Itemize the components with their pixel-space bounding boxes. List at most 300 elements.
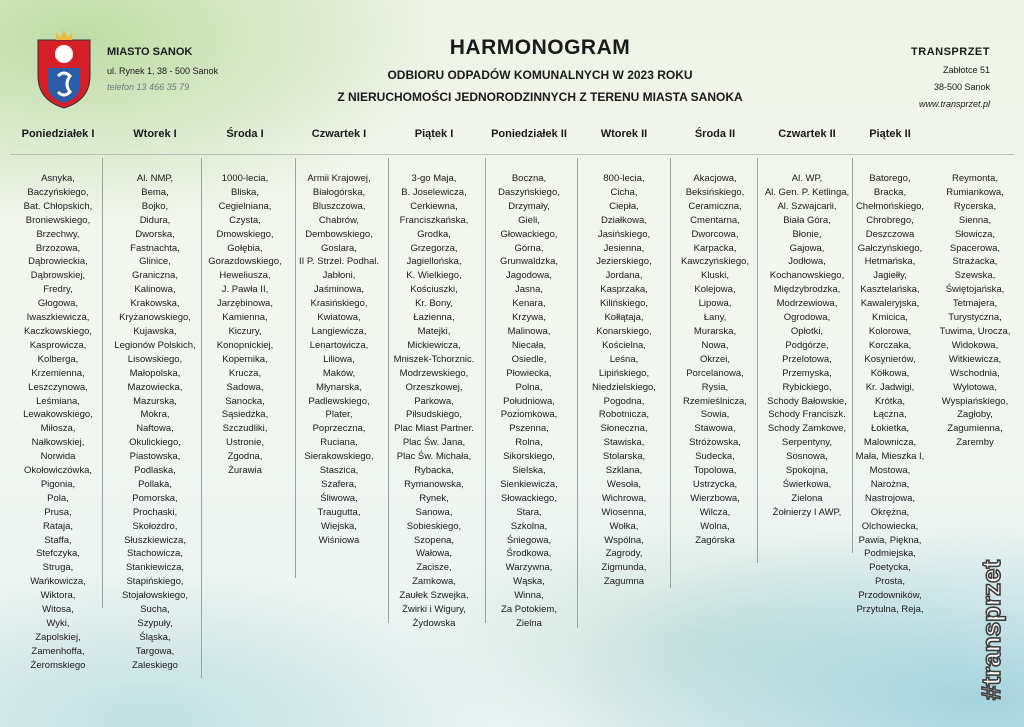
street-name: Dembowskiego, [305,228,373,240]
street-name: Mickiewicza, [407,339,461,351]
street-name: Stawiska, [603,437,645,449]
street-name: Brzechwy, [36,228,80,240]
street-name: Bema, [141,186,169,198]
street-name: Fredry, [43,284,73,296]
street-name: Pawia, Piękna, [858,534,922,546]
street-name: Narożna, [870,478,910,490]
street-name: Schody Zamkowe, [767,423,847,435]
street-name: Płowiecka, [506,367,552,379]
street-name: Zamkowa, [412,576,456,588]
street-name: Hetmańska, [864,256,916,268]
street-name: Niedzielskiego, [592,381,656,393]
document-title-block [270,36,810,104]
day-header [926,128,1024,144]
street-name: Kalinowa, [134,284,176,296]
street-name: Bluszczowa, [312,200,366,212]
street-name: Zaułek Szwejka, [399,590,469,602]
street-name: Gieli, [518,214,540,226]
street-name: Franciszkańska, [399,214,469,226]
street-name: Lenartowicza, [309,339,369,351]
street-name: Gorazdowskiego, [208,256,282,268]
street-name: Śniegowa, [506,534,552,546]
city-phone: telefon 13 466 35 79 [107,82,190,92]
street-name: Łączna, [873,409,907,421]
street-name: Rynek, [419,492,449,504]
street-list [670,172,760,547]
street-name: Kmicica, [872,312,908,324]
street-name: Plater, [325,409,353,421]
street-name: Iwaszkiewicza, [26,312,90,324]
street-name: Olchowiecka, [861,520,919,532]
street-name: Zamenhoffa, [31,645,85,657]
street-name: Świętojańska, [945,284,1005,296]
street-name: Wańkowicza, [30,576,86,588]
street-name: Staffa, [44,534,72,546]
street-name: Podlaska, [134,465,176,477]
street-name: Norwida [40,451,76,463]
street-name: Krzywa, [512,312,546,324]
street-name: Okulickiego, [129,437,181,449]
day-column [480,128,578,629]
company-street: Zabłotce 51 [942,65,990,75]
street-name: Polna, [515,381,543,393]
street-name: Lipowa, [698,298,732,310]
street-name: Lewakowskiego, [23,409,93,421]
street-name: Zagrody, [605,548,643,560]
street-name: Gajowa, [789,242,825,254]
street-name: Glinice, [139,256,171,268]
day-header: Piątek I [414,128,454,140]
street-name: Schody Bałowskie, [767,395,847,407]
street-name: Sanowa, [415,506,453,518]
street-name: Traugutta, [317,506,361,518]
column-separator [757,158,758,563]
street-name: Langiewicza, [311,325,367,337]
street-name: Głowackiego, [500,228,558,240]
day-column [200,128,290,477]
street-name: Małopolska, [129,367,181,379]
street-name: Pollaka, [138,478,172,490]
street-name: Zielona [791,492,823,504]
street-name: Beksińskiego, [685,186,745,198]
street-name: Boczna, [511,173,547,184]
street-name: Chrobrego, [866,214,914,226]
street-name: Sienkiewicza, [500,478,558,490]
street-name: Rymanowska, [404,478,464,490]
street-name: Szkolna, [510,520,548,532]
header-divider [10,154,1014,155]
street-name: Spacerowa, [949,242,1001,254]
street-name: Przytulna, Reja, [856,604,924,616]
street-name: Szopena, [413,534,455,546]
street-name: Kaczkowskiego, [23,325,93,337]
street-name: Grodka, [417,228,451,240]
street-name: Modrzewiowa, [776,298,838,310]
day-header: Środa II [694,128,736,140]
document-subtitle-1: ODBIORU ODPADÓW KOMUNALNYCH W 2023 ROKU [387,68,693,82]
street-name: Kenara, [512,298,546,310]
street-name: Krakowska, [130,298,180,310]
street-name: Sierakowskiego, [304,451,374,463]
street-name: Wolna, [700,520,730,532]
street-name: Jagiełły, [873,270,907,282]
street-name: Batorego, [869,173,911,184]
column-separator [201,158,202,678]
street-name: Rumiankowa, [946,186,1004,198]
street-name: Poetycka, Prosta, [869,562,911,588]
street-name: Tuwima, Urocza, [939,325,1011,337]
street-name: Mazowiecka, [127,381,183,393]
street-name: Słuszkiewicza, [124,534,186,546]
street-name: Witkiewicza, [948,353,1002,365]
street-name: Słoneczna, [600,423,648,435]
street-name: Sielska, [512,465,546,477]
street-name: Gałczyńskiego, [857,242,923,254]
street-name: Orzeszkowej, [405,381,463,393]
street-name: Rolna, [515,437,543,449]
street-name: Heweliusza, [219,270,271,282]
street-name: Targowa, [135,645,175,657]
street-name: Okrzei, [699,353,731,365]
street-name: Wierzbowa, [690,492,740,504]
street-name: Podmiejska, [864,548,916,560]
street-name: Didura, [139,214,171,226]
street-name: Krótka, [874,395,906,407]
street-name: Ceramiczna, [688,200,742,212]
street-name: Wołka, [609,520,639,532]
street-name: Rybacka, [414,465,454,477]
day-header: Poniedziałek I [21,128,95,140]
street-name: Mała, Mieszka I, [855,451,925,463]
street-name: Rataja, [42,520,74,532]
street-name: Słowicza, [954,228,996,240]
street-name: Kryżanowskiego, [119,312,191,324]
street-list [388,172,480,631]
street-name: Szczudliki, [222,423,268,435]
street-name: Zagumna [603,576,645,588]
street-name: Wspólna, [604,534,644,546]
street-name: Drzymały, [508,200,550,212]
street-name: Stojałowskiego, [121,590,188,602]
day-column [10,128,106,671]
day-column [926,128,1024,449]
day-column [760,128,854,518]
street-name: Piastowska, [129,451,181,463]
column-separator [102,158,103,608]
day-header: Piątek II [869,128,911,140]
street-name: Kr. Bony, [415,298,453,310]
street-name: Działkowa, [601,214,647,226]
street-name: Pola, [47,492,69,504]
street-name: Daszyńskiego, [498,186,560,198]
day-header: Poniedziałek II [491,128,567,140]
street-name: Zagumienna, [947,423,1003,435]
street-name: Sucha, [140,604,170,616]
street-name: Sosnowa, [786,451,828,463]
street-name: Kołłątaja, [604,312,644,324]
day-header: Środa I [226,128,264,140]
street-name: Al. Szwajcarii, [777,200,837,212]
company-city: 38-500 Sanok [933,82,990,92]
street-name: Sudecka, [695,451,735,463]
street-name: Słowackiego, [501,492,557,504]
street-name: Murarska, [693,325,737,337]
street-name: Wschodnia, [950,367,1000,379]
street-name: Prochaski, [132,506,178,518]
street-name: Stolarska, [602,451,646,463]
column-separator [670,158,671,588]
street-name: Malinowa, [507,325,551,337]
street-name: Świerkowa, [782,478,832,490]
street-name: Matejki, [417,325,451,337]
street-name: Padlewskiego, [308,395,370,407]
street-name: Biała Góra, [783,214,831,226]
street-name: Poziomkowa, [500,409,558,421]
street-name: Dworska, [135,228,175,240]
street-name: Baczyńskiego, [27,186,89,198]
street-name: Kawczyńskiego, [680,256,750,268]
street-name: Wesoła, [606,478,642,490]
street-name: Pigonia, [40,478,76,490]
street-name: Konopnickiej, [216,339,274,351]
street-name: Kwiatowa, [317,312,361,324]
street-name: Porcelanowa, [686,367,744,379]
street-name: Parkowa, [414,395,454,407]
street-name: Szafera, [321,478,357,490]
street-name: Rybickiego, [782,381,832,393]
street-name: Kolberga, [37,353,79,365]
street-name: Widokowa, [951,339,999,351]
street-name: Jaśminowa, [313,284,365,296]
street-name: Mokra, [140,409,170,421]
street-name: Grzegorza, [410,242,458,254]
street-name: Jabłoni, [322,270,356,282]
city-info [107,46,218,92]
street-list [108,172,202,673]
day-column [854,128,926,616]
street-name: Kamienna, [222,312,268,324]
street-name: Staszica, [319,465,359,477]
street-name: Modrzewskiego, [399,367,469,379]
street-name: Ruciana, [320,437,358,449]
street-name: Stawowa, [694,423,736,435]
street-name: Okrężna, [870,506,910,518]
street-name: Deszczowa [865,228,915,240]
document-title: HARMONOGRAM [449,36,631,59]
sanok-coat-of-arms-logo [36,28,92,110]
day-header: Wtorek II [600,128,648,140]
street-name: Sanocka, [225,395,265,407]
street-name: Maków, [322,367,356,379]
street-name: Krucza, [228,367,262,379]
street-name: Białogórska, [312,186,366,198]
street-name: 1000-lecia, [221,173,269,184]
street-name: Plac Miast Partner. [394,423,474,435]
street-name: Chełmońskiego, [855,200,925,212]
street-name: Nałkowskiej, [31,437,85,449]
street-name: Zigmunda, [601,562,647,574]
street-name: Kasztelańska, [860,284,920,296]
street-name: Dąbrowskiej, [30,270,86,282]
street-name: Nowa, [701,339,729,351]
street-name: Wąska, [513,576,545,588]
street-name: Bojko, [141,200,169,212]
street-name: Spokojna, [785,465,829,477]
street-name: Winna, [514,590,544,602]
day-header: Czwartek II [778,128,836,140]
column-separator [852,158,853,553]
street-name: Akacjowa, [693,173,737,184]
street-name: Wałowa, [415,548,453,560]
street-name: 3-go Maja, [411,173,457,184]
street-name: Tetmajera, [952,298,998,310]
street-name: Plac Św. Jana, [402,437,466,449]
street-name: Struga, [42,562,74,574]
street-list [290,172,388,547]
street-name: Jagodowa, [506,270,552,282]
street-name: Bracka, [873,186,907,198]
day-column [108,128,202,671]
street-name: Środkowa, [506,548,552,560]
day-column [290,128,388,546]
street-name: Lisowskiego, [127,353,183,365]
street-name: Leszczynowa, [28,381,88,393]
street-name: Serpentyny, [782,437,832,449]
column-separator [295,158,296,578]
street-name: Szewska, [954,270,996,282]
street-name: Dmowskiego, [216,228,274,240]
street-name: Grunwaldzka, [499,256,559,268]
street-name: Fastnachta, [130,242,180,254]
street-name: Kolorowa, [868,325,912,337]
street-name: Szklana, [605,465,643,477]
street-name: Cerkiewna, [410,200,458,212]
street-name: Ustrzycka, [692,478,738,490]
street-name: II P. Strzel. Podhal. [298,256,380,268]
street-name: Podgórze, [785,339,829,351]
city-address: ul. Rynek 1, 38 - 500 Sanok [107,66,219,76]
street-name: Al. NMP, [136,173,174,184]
street-list [578,172,670,589]
street-name: Zacisze, [416,562,452,574]
street-name: Bliska, [231,186,259,198]
street-name: Śliwowa, [320,492,358,504]
street-name: Dąbrowieckia, [28,256,88,268]
street-name: Kasprzaka, [600,284,648,296]
street-name: Jasińskiego, [597,228,651,240]
street-name: Kościuszki, [410,284,458,296]
street-name: Żołnierzy I AWP, [772,506,842,518]
street-list [854,172,926,617]
street-name: Zagłoby, [957,409,993,421]
street-name: Kr. Jadwigi, [865,381,915,393]
street-name: Warzywna, [505,562,553,574]
street-list [926,172,1024,450]
street-name: Ciepła, [609,200,639,212]
street-name: Naftowa, [136,423,174,435]
street-name: Osiedle, [511,353,547,365]
company-logo-text: TRANSPRZET [911,46,990,58]
street-name: Wiejska, [321,520,357,532]
street-name: K. Wielkiego, [406,270,462,282]
street-name: Jordana, [605,270,643,282]
day-column [578,128,670,588]
street-name: Opłotki, [790,325,824,337]
street-name: Malownicza, [863,437,917,449]
street-name: Żurawia [228,465,262,477]
street-name: Łazienna, [413,312,455,324]
street-name: Jagiellońska, [406,256,462,268]
street-name: Kluski, [701,270,729,282]
street-name: Cmentarna, [690,214,740,226]
street-list [10,172,106,673]
street-name: Schody Franciszk. [768,409,846,421]
hashtag-watermark [962,552,1022,702]
street-name: Plac Św. Michała, [396,451,472,463]
street-name: Skołozdro, [132,520,178,532]
street-name: Stróżowska, [689,437,741,449]
street-name: B. Joselewicza, [401,186,467,198]
street-name: Rzemieślnicza, [683,395,747,407]
street-name: Gołębia, [227,242,263,254]
street-name: Zaleskiego [132,659,178,671]
street-name: Śląska, [139,631,171,643]
street-name: Goslara, [321,242,357,254]
street-name: Kiczury, [228,325,262,337]
street-name: Pszenna, [509,423,549,435]
street-name: Za Potokiem, [501,604,557,616]
street-name: Turystyczna, [948,312,1002,324]
street-name: Pogodna, [603,395,645,407]
street-name: Przodowników, [858,590,922,602]
street-name: Łokietka, [870,423,910,435]
street-name: Poprzeczna, [312,423,366,435]
street-name: Cegielniana, [218,200,272,212]
street-name: Stapińskiego, [126,576,184,588]
street-name: Wiśniowa [318,534,360,546]
street-name: Armii Krajowej, [307,173,371,184]
street-name: Sikorskiego, [503,451,555,463]
street-name: Przemyska, [782,367,832,379]
street-name: Stachowicza, [127,548,183,560]
street-name: Chabrów, [318,214,360,226]
street-name: Jarzębinowa, [217,298,273,310]
street-name: Al. Gen. P. Ketlinga, [764,186,850,198]
street-name: Żwirki i Wigury, [402,604,466,616]
street-list [480,172,578,631]
street-name: Jezierskiego, [596,256,652,268]
day-header: Czwartek I [311,128,367,140]
street-name: Wylotowa, [953,381,997,393]
day-column [670,128,760,546]
street-name: Topolowa, [693,465,737,477]
street-name: Kosynierów, [864,353,916,365]
street-name: Łany, [703,312,727,324]
street-name: Krasińskiego, [310,298,368,310]
city-name: MIASTO SANOK [107,46,193,58]
company-info [911,46,990,116]
street-name: Niecała, [511,339,547,351]
street-name: Sadowa, [226,381,264,393]
street-name: Rysia, [701,381,729,393]
street-name: Zagórska [695,534,735,546]
street-name: Lipińskiego, [598,367,650,379]
street-name: Reymonta, [952,173,998,184]
document-subtitle-2: Z NIERUCHOMOŚCI JEDNORODZINNYCH Z TERENU MIASTA SANOKA [337,90,743,104]
street-name: Graniczna, [132,270,178,282]
street-name: Żeromskiego [30,659,86,671]
day-column [388,128,480,629]
